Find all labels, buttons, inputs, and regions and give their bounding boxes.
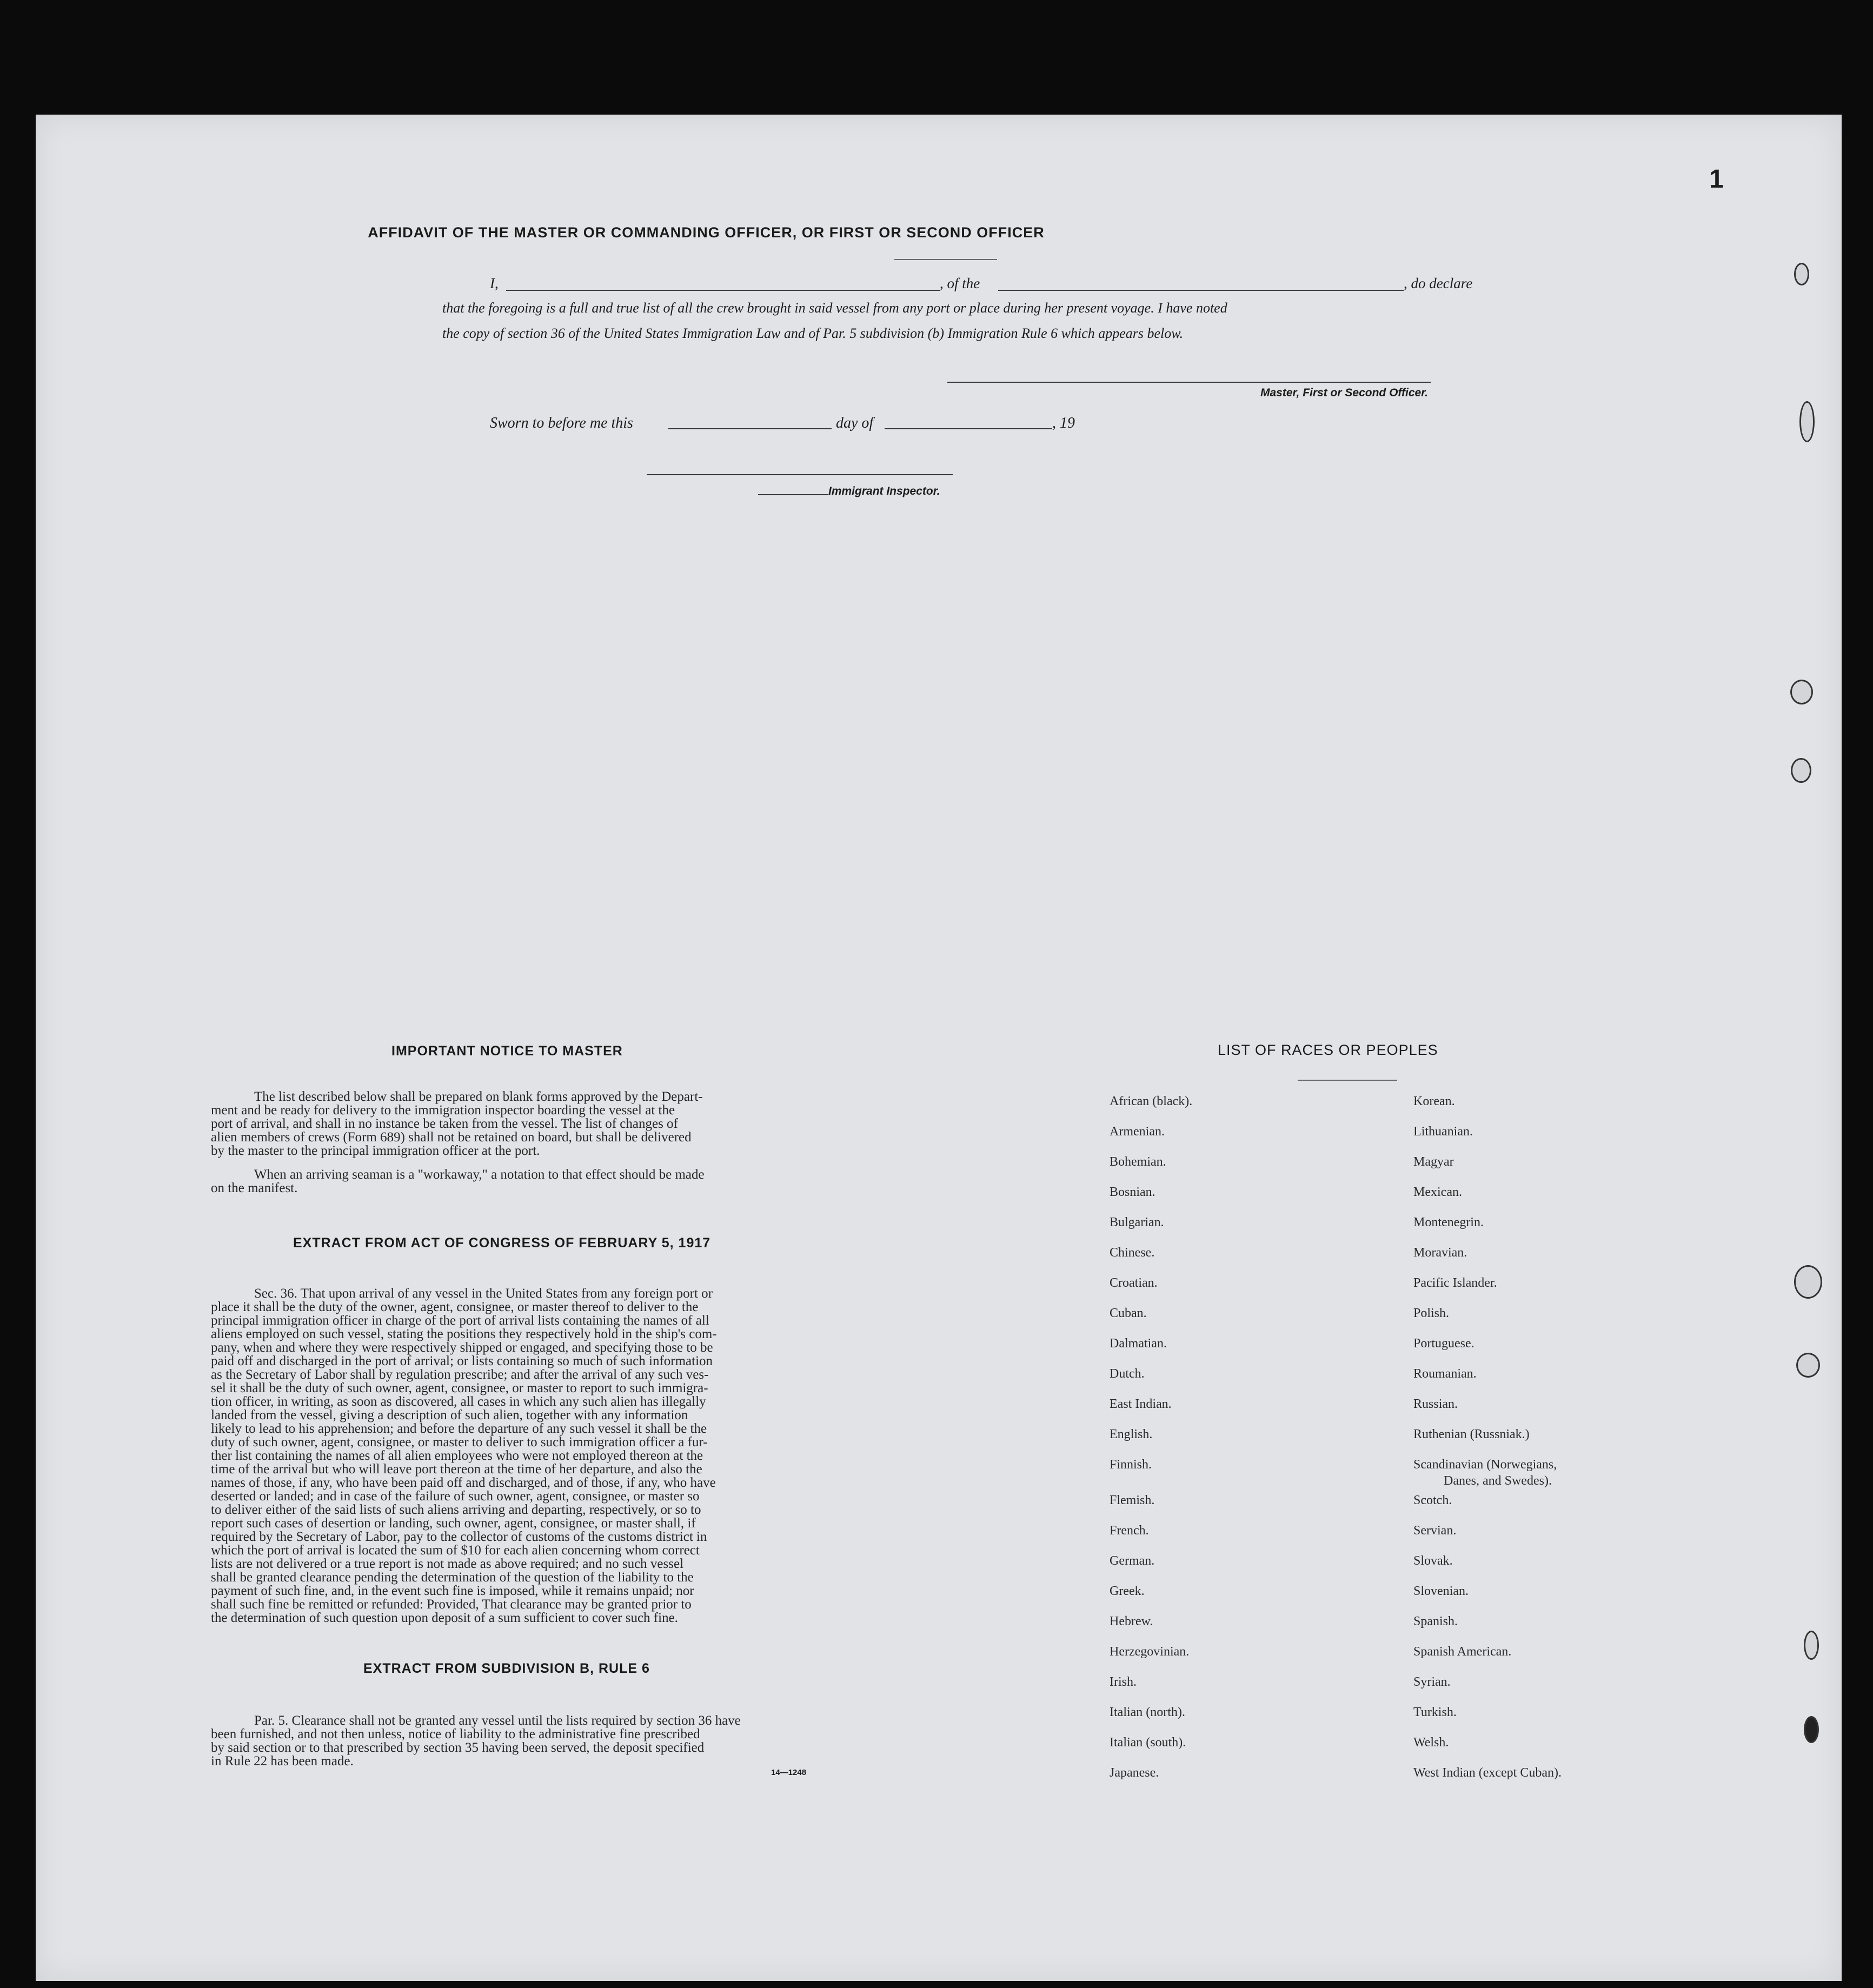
affidavit-text-line3: the copy of section 36 of the United States Immigration Law and of Par. 5 subdivision (b) Immigration Rule 6 which appears below. xyxy=(442,325,1184,341)
binder-hole xyxy=(1796,1353,1820,1378)
race-item: Bosnian. xyxy=(1110,1185,1155,1199)
binder-hole xyxy=(1791,758,1811,783)
notice-line: ment and be ready for delivery to the immigration inspector boarding the vessel at the xyxy=(211,1103,675,1118)
inspector-label: Immigrant Inspector. xyxy=(828,485,940,497)
section-36-line: paid off and discharged in the port of arrival; or lists containing so much of such information xyxy=(211,1354,713,1368)
vessel-blank[interactable] xyxy=(998,290,1404,291)
race-item: Moravian. xyxy=(1413,1246,1467,1260)
race-item: Flemish. xyxy=(1110,1493,1155,1507)
race-item: Turkish. xyxy=(1413,1705,1457,1719)
section-36-line: shall be granted clearance pending the determination of the question of the liability to the xyxy=(211,1570,694,1585)
binder-hole xyxy=(1790,680,1813,704)
race-item-continuation: Danes, and Swedes). xyxy=(1444,1474,1552,1488)
section-36-line: tion officer, in writing, as soon as discovered, all cases in which any such alien has illegally xyxy=(211,1394,706,1409)
paragraph-5-line: Par. 5. Clearance shall not be granted any vessel until the lists required by section 36 have xyxy=(254,1713,741,1728)
notice-line: by the master to the principal immigration officer at the port. xyxy=(211,1143,540,1158)
race-item: Spanish American. xyxy=(1413,1645,1512,1659)
races-underline xyxy=(1298,1080,1397,1081)
section-36-line: payment of such fine, and, in the event such fine is imposed, while it remains unpaid; nor xyxy=(211,1584,694,1598)
race-item: Mexican. xyxy=(1413,1185,1462,1199)
act-extract-title: EXTRACT FROM ACT OF CONGRESS OF FEBRUARY 5, 1917 xyxy=(293,1235,711,1251)
race-item: Ruthenian (Russniak.) xyxy=(1413,1427,1530,1441)
notice-line: on the manifest. xyxy=(211,1181,298,1195)
section-36-line: pany, when and where they were respectively shipped or engaged, and specifying those to be xyxy=(211,1340,713,1355)
race-item: Korean. xyxy=(1413,1094,1455,1108)
race-item: Scandinavian (Norwegians, xyxy=(1413,1458,1557,1472)
race-item: East Indian. xyxy=(1110,1397,1172,1411)
binder-hole xyxy=(1799,401,1815,442)
race-item: Italian (north). xyxy=(1110,1705,1185,1719)
form-sheet xyxy=(36,115,1842,1981)
race-item: Portuguese. xyxy=(1413,1337,1475,1351)
section-36-line: time of the arrival but who will leave port thereon at the time of her departure, and also the xyxy=(211,1462,702,1477)
sworn-day-blank[interactable] xyxy=(668,428,832,429)
affidavit-declare-label: , do declare xyxy=(1404,275,1473,291)
race-item: Montenegrin. xyxy=(1413,1215,1484,1229)
section-36-line: landed from the vessel, giving a description of such alien, together with any information xyxy=(211,1408,688,1422)
section-36-line: principal immigration officer in charge of the port of arrival lists containing the names of all xyxy=(211,1313,709,1328)
section-36-line: the determination of such question upon deposit of a sum sufficient to cover such fine. xyxy=(211,1611,678,1625)
section-36-line: ther list containing the names of all alien employees who were not employed thereon at the xyxy=(211,1448,703,1463)
race-item: African (black). xyxy=(1110,1094,1193,1108)
sworn-day-label: day of xyxy=(836,415,874,431)
section-36-line: as the Secretary of Labor shall by regulation prescribe; and after the arrival of any such ves- xyxy=(211,1367,709,1382)
race-item: Dutch. xyxy=(1110,1367,1145,1381)
section-36-line: which the port of arrival is located the sum of $10 for each alien concerning whom correct xyxy=(211,1543,700,1558)
section-36-line: duty of such owner, agent, consignee, or master to deliver to such immigration officer a fur- xyxy=(211,1435,708,1450)
race-item: Finnish. xyxy=(1110,1458,1152,1472)
paragraph-5-line: been furnished, and not then unless, notice of liability to the administrative fine prescribed xyxy=(211,1727,700,1741)
race-item: Servian. xyxy=(1413,1524,1457,1538)
binder-hole xyxy=(1804,1716,1819,1743)
race-item: Scotch. xyxy=(1413,1493,1452,1507)
binder-hole xyxy=(1794,263,1809,285)
affidavit-title: AFFIDAVIT OF THE MASTER OR COMMANDING OFFICER, OR FIRST OR SECOND OFFICER xyxy=(368,224,1045,241)
section-36-line: aliens employed on such vessel, stating the positions they respectively hold in the ship's com- xyxy=(211,1327,717,1341)
inspector-lead xyxy=(758,494,828,495)
section-36-text xyxy=(211,1287,860,1625)
notice-line: When an arriving seaman is a "workaway," a notation to that effect should be made xyxy=(254,1167,705,1182)
section-36-line: required by the Secretary of Labor, pay to the collector of customs of the customs district in xyxy=(211,1530,707,1544)
race-item: Pacific Islander. xyxy=(1413,1276,1497,1290)
race-item: Welsh. xyxy=(1413,1736,1449,1750)
paragraph-5-line: by said section or to that prescribed by section 35 having been served, the deposit specified xyxy=(211,1740,705,1755)
race-item: Lithuanian. xyxy=(1413,1125,1473,1139)
race-item: German. xyxy=(1110,1554,1155,1568)
race-item: Magyar xyxy=(1413,1155,1454,1169)
affidavit-of-the-label: , of the xyxy=(940,275,980,291)
race-item: West Indian (except Cuban). xyxy=(1413,1766,1562,1780)
race-item: Bulgarian. xyxy=(1110,1215,1164,1229)
race-item: Italian (south). xyxy=(1110,1736,1186,1750)
race-item: Armenian. xyxy=(1110,1125,1165,1139)
binder-hole xyxy=(1804,1631,1819,1660)
race-item: Slovenian. xyxy=(1413,1584,1469,1598)
rule-extract-title: EXTRACT FROM SUBDIVISION B, RULE 6 xyxy=(363,1661,650,1676)
form-number: 14—1248 xyxy=(771,1768,807,1777)
race-item: Spanish. xyxy=(1413,1614,1458,1628)
name-blank[interactable] xyxy=(506,290,940,291)
notice-line: The list described below shall be prepared on blank forms approved by the Depart- xyxy=(254,1089,703,1104)
race-item: French. xyxy=(1110,1524,1149,1538)
race-item: Slovak. xyxy=(1413,1554,1453,1568)
race-item: Polish. xyxy=(1413,1306,1450,1320)
race-item: Herzegovinian. xyxy=(1110,1645,1190,1659)
section-36-line: shall such fine be remitted or refunded: Provided, That clearance may be granted prior to xyxy=(211,1597,692,1612)
sworn-month-blank[interactable] xyxy=(885,428,1052,429)
race-item: Hebrew. xyxy=(1110,1614,1153,1628)
section-36-line: Sec. 36. That upon arrival of any vessel in the United States from any foreign port or xyxy=(254,1286,713,1301)
notice-line: port of arrival, and shall in no instance be taken from the vessel. The list of changes of xyxy=(211,1116,678,1131)
notice-paragraph-2 xyxy=(211,1168,860,1195)
race-item: Chinese. xyxy=(1110,1246,1155,1260)
section-36-line: to deliver either of the said lists of such aliens arriving and departing, respectively, or so to xyxy=(211,1502,701,1517)
race-item: Japanese. xyxy=(1110,1766,1159,1780)
section-36-line: place it shall be the duty of the owner, agent, consignee, or master thereof to deliver to the xyxy=(211,1300,699,1314)
sworn-prefix: Sworn to before me this xyxy=(490,415,633,431)
race-item: Cuban. xyxy=(1110,1306,1147,1320)
notice-paragraph-1 xyxy=(211,1090,860,1158)
signature-label: Master, First or Second Officer. xyxy=(1260,387,1429,399)
signature-line[interactable] xyxy=(947,382,1431,383)
binder-hole xyxy=(1794,1265,1822,1299)
race-item: Syrian. xyxy=(1413,1675,1451,1689)
races-title: LIST OF RACES OR PEOPLES xyxy=(1218,1042,1438,1058)
race-item: English. xyxy=(1110,1427,1153,1441)
section-36-line: lists are not delivered or a true report is not made as above required; and no such vessel xyxy=(211,1557,684,1571)
race-item: Dalmatian. xyxy=(1110,1337,1167,1351)
affidavit-text-line2: that the foregoing is a full and true list of all the crew brought in said vessel from any port or place during her present voyage. I have noted xyxy=(442,300,1227,316)
section-36-line: sel it shall be the duty of such owner, agent, consignee, or master to report to such immigra- xyxy=(211,1381,708,1395)
race-item: Russian. xyxy=(1413,1397,1458,1411)
title-underline xyxy=(894,259,997,260)
paragraph-5-line: in Rule 22 has been made. xyxy=(211,1754,354,1768)
section-36-line: likely to lead to his apprehension; and before the departure of any such vessel it shall be the xyxy=(211,1421,707,1436)
race-item: Roumanian. xyxy=(1413,1367,1477,1381)
race-item: Croatian. xyxy=(1110,1276,1158,1290)
page-number: 1 xyxy=(1709,165,1724,194)
section-36-line: report such cases of desertion or landing, such owner, agent, consignee, or master shall, if xyxy=(211,1516,696,1531)
inspector-line[interactable] xyxy=(647,474,953,475)
notice-line: alien members of crews (Form 689) shall not be retained on board, but shall be delivered xyxy=(211,1130,692,1145)
race-item: Bohemian. xyxy=(1110,1155,1166,1169)
race-item: Greek. xyxy=(1110,1584,1145,1598)
affidavit-i-label: I, xyxy=(490,275,499,291)
notice-title: IMPORTANT NOTICE TO MASTER xyxy=(391,1043,623,1059)
sworn-year-label: , 19 xyxy=(1052,415,1075,431)
section-36-line: deserted or landed; and in case of the failure of such owner, agent, consignee, or master so xyxy=(211,1489,700,1504)
paragraph-5-text xyxy=(211,1714,860,1768)
section-36-line: names of those, if any, who have been paid off and discharged, and of those, if any, who have xyxy=(211,1475,716,1490)
race-item: Irish. xyxy=(1110,1675,1137,1689)
